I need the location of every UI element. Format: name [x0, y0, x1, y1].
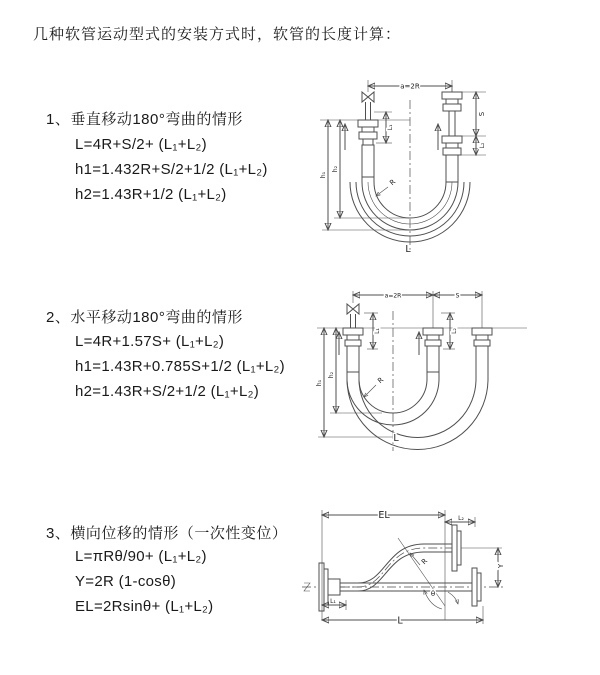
dim-el-label: EL — [378, 510, 390, 521]
dimension-l2 — [441, 313, 458, 349]
radius-label: R — [420, 557, 430, 567]
radius-label: R — [388, 177, 398, 188]
section2-formula-l: L=4R+1.57S+ (L₁+L₂) — [75, 333, 225, 350]
right-lower-flange — [472, 568, 481, 606]
dim-h1-label: h₁ — [320, 171, 327, 179]
diagram-vertical-180-bend — [318, 70, 596, 260]
radius-callout — [376, 178, 397, 196]
dim-l2-label: L₂ — [458, 515, 464, 522]
dim-l1-label: L₁ — [387, 124, 394, 131]
dim-l1-label: L₁ — [374, 328, 381, 334]
radius-callout — [364, 376, 385, 397]
dimension-a2r — [353, 291, 433, 328]
section3-formula-l: L=πRθ/90+ (L₁+L₂) — [75, 548, 207, 565]
s-curve-hose — [340, 544, 452, 591]
section1-heading: 1、垂直移动180°弯曲的情形 — [46, 111, 243, 128]
section2-formula-h1: h1=1.43R+0.785S+1/2 (L₁+L₂) — [75, 358, 285, 375]
dim-h2-label: h₂ — [328, 371, 335, 379]
middle-fitting — [423, 328, 443, 372]
dimension-y — [497, 548, 505, 587]
section3-heading: 3、横向位移的情形（一次性变位） — [46, 525, 288, 542]
dim-l-label: L — [397, 615, 403, 627]
hose-u-bend — [347, 372, 488, 449]
dim-l2-label: L₂ — [479, 142, 486, 149]
page-title: 几种软管运动型式的安装方式时，软管的长度计算： — [33, 26, 402, 43]
dim-l1-label: L₁ — [330, 598, 336, 605]
dimension-l2 — [445, 515, 475, 527]
radius-label: R — [376, 375, 386, 386]
dimension-l2 — [461, 136, 486, 155]
length-label: L — [393, 433, 399, 444]
section1-formula-l: L=4R+S/2+ (L₁+L₂) — [75, 136, 207, 153]
dim-l2-label: L₂ — [451, 328, 458, 334]
left-fitting — [343, 328, 363, 372]
dim-a2r-label: a=2R — [384, 292, 402, 300]
dimension-s — [459, 92, 486, 136]
dimension-a2r — [368, 80, 452, 92]
valve-icon — [362, 92, 374, 120]
upper-right-flange — [452, 525, 502, 571]
diagram-horizontal-180-bend — [312, 283, 597, 455]
section1-formula-h2: h2=1.43R+1/2 (L₁+L₂) — [75, 186, 227, 203]
length-label: L — [405, 244, 411, 255]
dim-h1-label: h₁ — [316, 379, 323, 387]
dim-a2r-label: a=2R — [400, 82, 420, 91]
section3-formula-y: Y=2R (1-cosθ) — [75, 573, 177, 590]
angle-theta-label: θ — [430, 590, 436, 598]
left-fitting — [358, 120, 378, 182]
section3-formula-el: EL=2Rsinθ+ (L₁+L₂) — [75, 598, 214, 615]
dimension-s — [433, 291, 482, 328]
dimension-l1 — [364, 313, 381, 349]
dim-s-label: S — [455, 292, 460, 300]
diagram-lateral-displacement — [300, 502, 600, 650]
right-fitting — [442, 86, 462, 182]
section2-formula-h2: h2=1.43R+S/2+1/2 (L₁+L₂) — [75, 383, 260, 400]
dim-h2-label: h₂ — [332, 165, 339, 173]
valve-icon — [347, 304, 359, 328]
section1-formula-h1: h1=1.432R+S/2+1/2 (L₁+L₂) — [75, 161, 268, 178]
dim-y-label: Y — [497, 563, 505, 569]
displaced-fitting — [472, 328, 492, 379]
section2-heading: 2、水平移动180°弯曲的情形 — [46, 309, 243, 326]
dim-s-label: S — [478, 111, 486, 117]
angle-theta-construction — [398, 538, 458, 609]
